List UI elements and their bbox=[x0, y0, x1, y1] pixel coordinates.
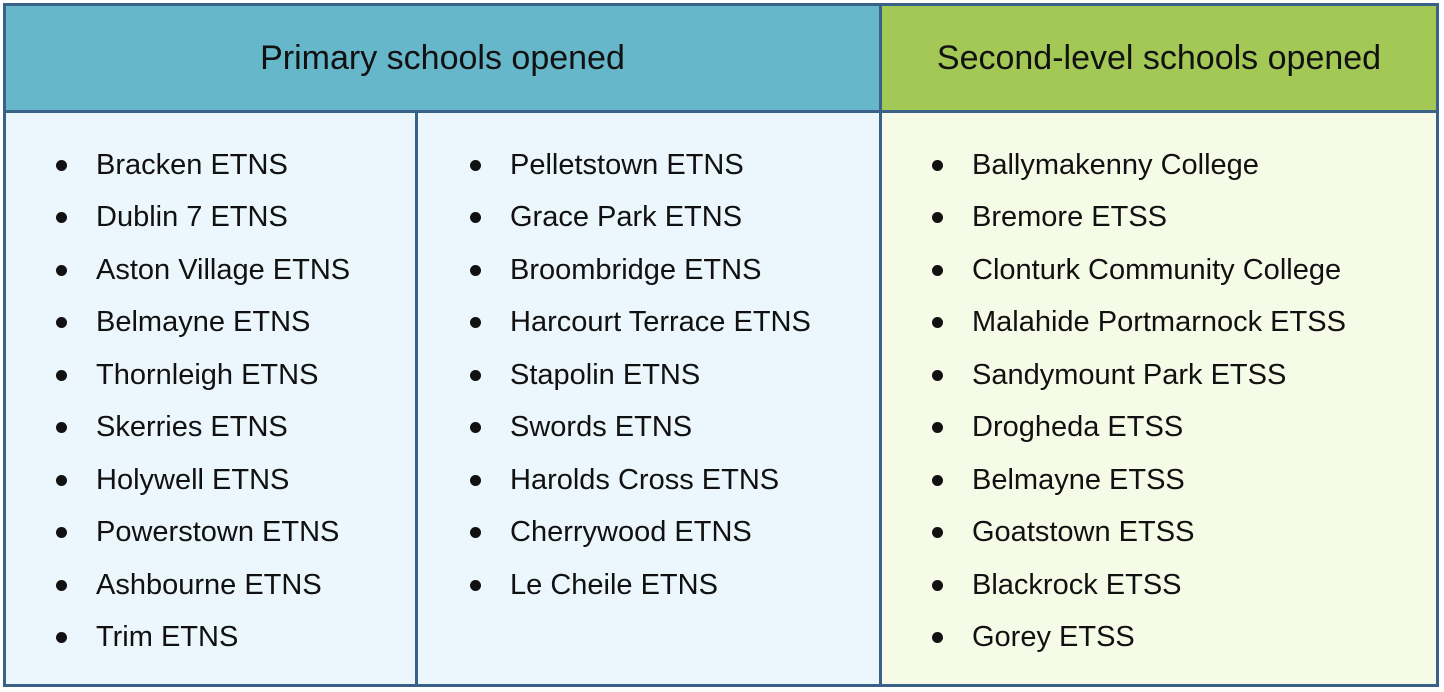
school-name: Skerries ETNS bbox=[96, 411, 288, 444]
second-level-schools-header bbox=[882, 6, 1436, 113]
bullet-icon bbox=[56, 632, 67, 643]
school-list-item bbox=[56, 192, 350, 245]
school-name: Clonturk Community College bbox=[972, 253, 1342, 286]
school-list-item bbox=[470, 507, 811, 560]
school-list-item bbox=[932, 507, 1346, 560]
school-name: Bremore ETSS bbox=[972, 201, 1167, 234]
school-name: Belmayne ETSS bbox=[972, 463, 1185, 496]
bullet-icon bbox=[470, 422, 481, 433]
primary-schools-list-2 bbox=[470, 139, 811, 612]
school-list-item bbox=[932, 349, 1346, 402]
bullet-icon bbox=[56, 212, 67, 223]
bullet-icon bbox=[470, 370, 481, 381]
school-list-item bbox=[470, 454, 811, 507]
bullet-icon bbox=[932, 580, 943, 591]
bullet-icon bbox=[470, 265, 481, 276]
school-name: Trim ETNS bbox=[96, 621, 239, 654]
school-list-item bbox=[56, 349, 350, 402]
school-name: Belmayne ETNS bbox=[96, 306, 311, 339]
school-name: Aston Village ETNS bbox=[96, 253, 351, 286]
bullet-icon bbox=[56, 370, 67, 381]
school-name: Broombridge ETNS bbox=[510, 253, 762, 286]
primary-schools-header bbox=[6, 6, 882, 113]
bullet-icon bbox=[470, 160, 481, 171]
primary-schools-column-1 bbox=[6, 113, 418, 684]
school-name: Harolds Cross ETNS bbox=[510, 463, 780, 496]
bullet-icon bbox=[932, 317, 943, 328]
school-list-item bbox=[470, 559, 811, 612]
bullet-icon bbox=[470, 212, 481, 223]
school-name: Powerstown ETNS bbox=[96, 516, 340, 549]
school-name: Gorey ETSS bbox=[972, 621, 1135, 654]
school-list-item bbox=[932, 612, 1346, 665]
second-level-schools-column bbox=[882, 113, 1436, 684]
bullet-icon bbox=[56, 422, 67, 433]
school-name: Ballymakenny College bbox=[972, 148, 1259, 181]
bullet-icon bbox=[932, 370, 943, 381]
bullet-icon bbox=[470, 580, 481, 591]
school-list-item bbox=[56, 244, 350, 297]
bullet-icon bbox=[56, 475, 67, 486]
school-name: Ashbourne ETNS bbox=[96, 568, 322, 601]
school-list-item bbox=[932, 244, 1346, 297]
school-name: Dublin 7 ETNS bbox=[96, 201, 288, 234]
school-name: Drogheda ETSS bbox=[972, 411, 1184, 444]
school-list-item bbox=[470, 402, 811, 455]
primary-schools-header-text: Primary schools opened bbox=[260, 38, 625, 77]
bullet-icon bbox=[932, 422, 943, 433]
second-level-schools-header-text: Second-level schools opened bbox=[936, 38, 1382, 77]
school-list-item bbox=[932, 559, 1346, 612]
school-list-item bbox=[470, 244, 811, 297]
bullet-icon bbox=[470, 475, 481, 486]
primary-schools-list-1 bbox=[56, 139, 350, 664]
school-list-item bbox=[932, 454, 1346, 507]
school-name: Blackrock ETSS bbox=[972, 568, 1182, 601]
school-list-item bbox=[470, 349, 811, 402]
school-list-item bbox=[56, 139, 350, 192]
bullet-icon bbox=[932, 475, 943, 486]
school-name: Swords ETNS bbox=[510, 411, 693, 444]
bullet-icon bbox=[56, 527, 67, 538]
school-name: Bracken ETNS bbox=[96, 148, 288, 181]
school-name: Malahide Portmarnock ETSS bbox=[972, 306, 1346, 339]
school-name: Grace Park ETNS bbox=[510, 201, 743, 234]
school-list-item bbox=[470, 192, 811, 245]
schools-table bbox=[3, 3, 1439, 687]
school-name: Le Cheile ETNS bbox=[510, 568, 718, 601]
school-list-item bbox=[932, 192, 1346, 245]
second-level-schools-list bbox=[932, 139, 1346, 664]
school-name: Pelletstown ETNS bbox=[510, 148, 744, 181]
school-name: Cherrywood ETNS bbox=[510, 516, 752, 549]
school-name: Goatstown ETSS bbox=[972, 516, 1195, 549]
bullet-icon bbox=[932, 265, 943, 276]
school-list-item bbox=[56, 454, 350, 507]
bullet-icon bbox=[932, 527, 943, 538]
bullet-icon bbox=[932, 212, 943, 223]
school-list-item bbox=[56, 612, 350, 665]
school-list-item bbox=[932, 402, 1346, 455]
school-list-item bbox=[56, 402, 350, 455]
school-list-item bbox=[932, 139, 1346, 192]
school-list-item bbox=[56, 297, 350, 350]
bullet-icon bbox=[56, 160, 67, 171]
primary-schools-column-2 bbox=[418, 113, 882, 684]
school-list-item bbox=[470, 297, 811, 350]
bullet-icon bbox=[932, 632, 943, 643]
bullet-icon bbox=[470, 317, 481, 328]
school-name: Thornleigh ETNS bbox=[96, 358, 319, 391]
school-list-item bbox=[56, 507, 350, 560]
school-name: Sandymount Park ETSS bbox=[972, 358, 1287, 391]
bullet-icon bbox=[56, 317, 67, 328]
school-list-item bbox=[56, 559, 350, 612]
bullet-icon bbox=[470, 527, 481, 538]
school-name: Stapolin ETNS bbox=[510, 358, 701, 391]
bullet-icon bbox=[56, 580, 67, 591]
school-list-item bbox=[470, 139, 811, 192]
bullet-icon bbox=[56, 265, 67, 276]
school-name: Harcourt Terrace ETNS bbox=[510, 306, 811, 339]
school-list-item bbox=[932, 297, 1346, 350]
school-name: Holywell ETNS bbox=[96, 463, 290, 496]
bullet-icon bbox=[932, 160, 943, 171]
